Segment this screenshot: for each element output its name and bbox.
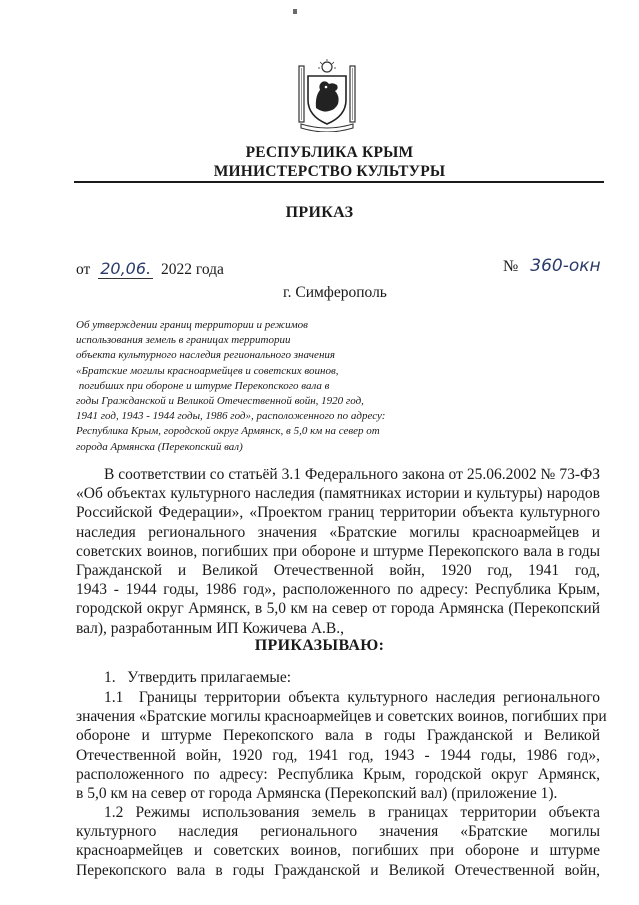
- subject-line: города Армянска (Перекопский вал): [76, 440, 243, 453]
- preamble-line: В соответствии со статьёй 3.1 Федерального закона от 25.06.2002 № 73-ФЗ: [104, 466, 600, 483]
- order-word: ПРИКАЗЫВАЮ:: [254, 637, 385, 654]
- subject-line: годы Гражданской и Великой Отечественной войн, 1920 год,: [76, 395, 364, 408]
- city: г. Симферополь: [283, 284, 387, 301]
- page-mark: [293, 9, 297, 14]
- subject-line: 1941 год, 1943 - 1944 годы, 1986 год», расположенного по адресу:: [76, 410, 386, 423]
- preamble-line: Российской Федерации», «Проектом границ территории объекта культурного: [76, 504, 600, 522]
- item-1-2-line: красноармейцев и советских воинов, погибших при обороне и штурме: [76, 842, 600, 860]
- item-1-2-line: 1.2 Режимы использования земель в границах территории объекта: [104, 804, 600, 821]
- order-number: [503, 256, 607, 276]
- preamble-line: городской округ Армянск, в 5,0 км на север от города Армянска (Перекопский: [76, 600, 600, 618]
- header-divider: [74, 181, 604, 183]
- ministry-heading: МИНИСТЕРСТВО КУЛЬТУРЫ: [213, 163, 446, 180]
- document-type: ПРИКАЗ: [285, 204, 354, 221]
- item-1: [76, 668, 600, 687]
- subject-line: использования земель в границах территории: [76, 334, 291, 347]
- item-1-1-line: в 5,0 км на север от города Армянска (Перекопский вал) (приложение 1).: [76, 785, 558, 803]
- preamble-line: вал), разработанным ИП Кожичева А.В.,: [76, 619, 345, 637]
- preamble-line: наследия регионального значения «Братские могилы красноармейцев и: [76, 523, 600, 541]
- subject-line: Республика Крым, городской округ Армянск, в 5,0 км на север от: [76, 425, 380, 438]
- crimea-coat-of-arms-icon: [293, 58, 361, 132]
- preamble-paragraph: [76, 465, 600, 638]
- republic-heading: РЕСПУБЛИКА КРЫМ: [245, 144, 414, 161]
- item-1-text: 1. Утвердить прилагаемые:: [104, 669, 292, 686]
- item-1-1-line: расположенного по адресу: Республика Крым, городской округ Армянск,: [76, 765, 600, 783]
- date-line: [76, 259, 224, 279]
- item-1-1-line: Отечественной войн, 1920 год, 1941 год, 1943 - 1944 годы, 1986 год»,: [76, 746, 600, 764]
- item-1-1-line: обороне и штурме Перекопского вала в годы Гражданской и Великой: [76, 727, 600, 745]
- preamble-line: «Об объектах культурного наследия (памятниках истории и культуры) народов: [76, 485, 600, 503]
- handwritten-date: 20,06.: [100, 259, 152, 278]
- date-prefix: от: [76, 261, 91, 278]
- handwritten-number: 360-окн: [530, 256, 601, 276]
- subject-line: Об утверждении границ территории и режимов: [76, 319, 308, 331]
- number-sign: №: [503, 258, 519, 275]
- item-1-2-line: Перекопского вала в годы Гражданской и Великой Отечественной войн,: [76, 861, 600, 879]
- item-1-1-line: 1.1 Границы территории объекта культурного наследия регионального: [104, 689, 600, 706]
- item-1-1-line: значения «Братские могилы красноармейцев и советских воинов, погибших при: [76, 708, 607, 726]
- item-1-1: [76, 688, 607, 803]
- subject-line: «Братские могилы красноармейцев и советских воинов,: [76, 364, 339, 377]
- item-1-2-line: культурного наследия регионального значения «Братские могилы: [76, 823, 600, 841]
- date-year: 2022 года: [160, 261, 224, 278]
- item-1-2: [76, 803, 600, 880]
- preamble-line: советских воинов, погибших при обороне и штурме Перекопского вала в годы: [76, 542, 600, 560]
- preamble-line: 1943 - 1944 годы, 1986 год», расположенного по адресу: Республика Крым,: [76, 581, 600, 599]
- subject-line: погибших при обороне и штурме Перекопского вала в: [76, 379, 330, 392]
- subject-line: объекта культурного наследия регионального значения: [76, 349, 336, 362]
- preamble-line: Гражданской и Великой Отечественной войн, 1920 год, 1941 год,: [76, 562, 600, 580]
- order-subject: [76, 318, 476, 455]
